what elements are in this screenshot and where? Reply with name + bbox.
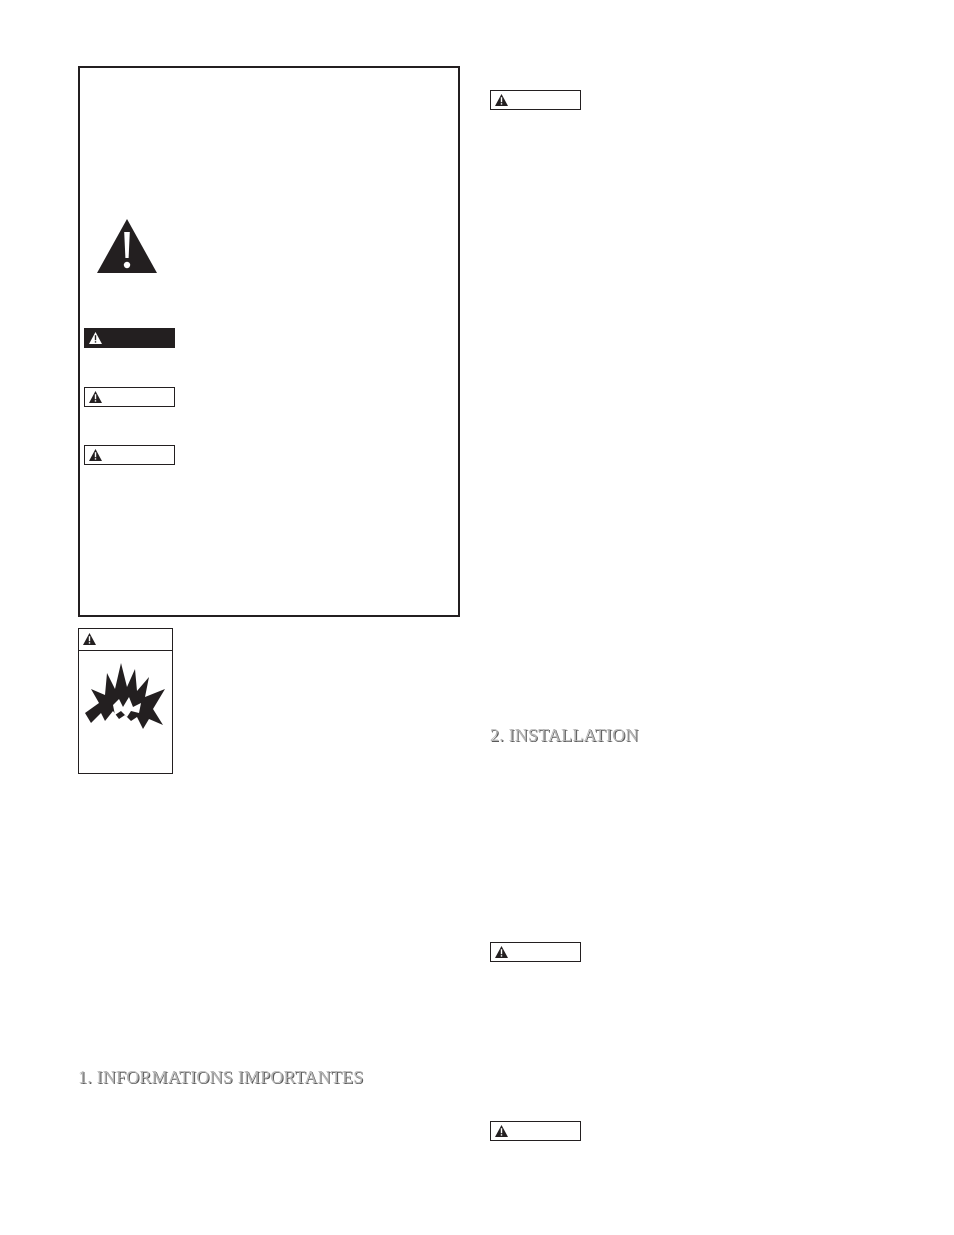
safety-alert-triangle-icon xyxy=(495,946,508,958)
explosion-icon xyxy=(83,659,167,735)
section-heading-important-information: 1. INFORMATIONS IMPORTANTES xyxy=(78,1067,364,1087)
safety-alert-triangle-icon xyxy=(495,1125,508,1137)
safety-alert-triangle-icon xyxy=(83,633,96,645)
danger-signal-label xyxy=(84,328,175,348)
section-heading-installation: 2. INSTALLATION xyxy=(490,725,639,745)
safety-alert-triangle-icon xyxy=(89,449,102,461)
caution-signal-label xyxy=(84,445,175,465)
warning-signal-label xyxy=(84,387,175,407)
warning-signal-label xyxy=(490,942,581,962)
explosion-warning-header xyxy=(79,629,172,651)
safety-alert-triangle-icon xyxy=(89,391,102,403)
warning-signal-label xyxy=(490,1121,581,1141)
safety-alert-triangle-icon xyxy=(89,332,102,344)
warning-signal-label xyxy=(490,90,581,110)
safety-alert-triangle-icon xyxy=(96,218,158,274)
explosion-hazard-warning xyxy=(78,628,173,774)
safety-alert-triangle-icon xyxy=(495,94,508,106)
